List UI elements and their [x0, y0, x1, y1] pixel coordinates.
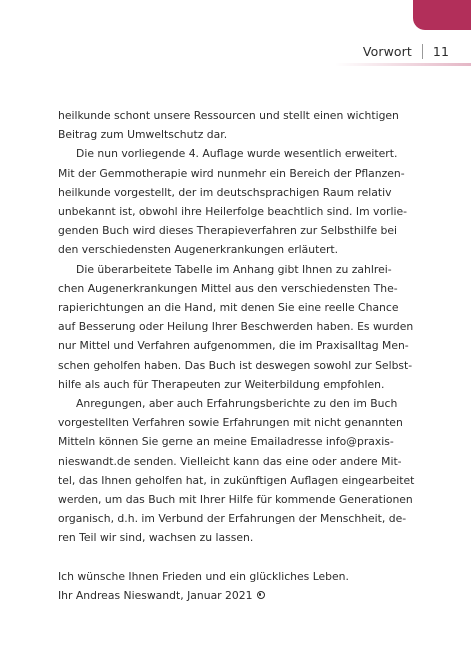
- paragraph: [58, 144, 408, 259]
- header-separator: [422, 44, 423, 59]
- chapter-corner-tab: [413, 0, 471, 30]
- text-line: Mit der Gemmotherapie wird nunmehr ein Bereich der Pflanzen-: [58, 166, 405, 180]
- text-line: vorgestellten Verfahren sowie Erfahrungen mit nicht genannten: [58, 416, 403, 430]
- text-line: Die überarbeitete Tabelle im Anhang gibt Ihnen zu zahlrei-: [76, 262, 392, 276]
- page-number: 11: [432, 44, 449, 59]
- text-line: auf Besserung oder Heilung Ihrer Beschwerden haben. Es wurden: [58, 320, 414, 334]
- text-line: rapierichtungen an die Hand, mit denen Sie eine reelle Chance: [58, 301, 399, 315]
- text-line: ren Teil wir sind, wachsen zu lassen.: [58, 531, 254, 545]
- text-line: werden, um das Buch mit Ihrer Hilfe für kommende Generationen: [58, 493, 413, 507]
- text-line: genden Buch wird dieses Therapieverfahren zur Selbsthilfe bei: [58, 224, 398, 238]
- text-line: Beitrag zum Umweltschutz dar.: [58, 128, 228, 142]
- text-line: chen Augenerkrankungen Mittel aus den verschiedensten The-: [58, 281, 398, 295]
- signature-line: [58, 586, 385, 605]
- body-text: [58, 106, 415, 605]
- text-line: schen geholfen haben. Das Buch ist deswegen sowohl zur Selbst-: [58, 358, 413, 372]
- header-rule: [335, 63, 471, 66]
- text-line: hilfe als auch für Therapeuten zur Weiterbildung empfohlen.: [58, 377, 385, 391]
- running-header: [363, 44, 449, 59]
- text-line: nur Mittel und Verfahren aufgenommen, die im Praxisalltag Men-: [58, 339, 409, 353]
- signature: Ihr Andreas Nieswandt, Januar 2021: [58, 589, 253, 603]
- paragraph: [58, 394, 415, 548]
- text-line: den verschiedensten Augenerkrankungen erläutert.: [58, 243, 339, 257]
- closing: [58, 567, 385, 605]
- text-line: Die nun vorliegende 4. Auflage wurde wesentlich erweitert.: [76, 147, 398, 161]
- text-line: nieswandt.de senden. Vielleicht kann das eine oder andere Mit-: [58, 454, 402, 468]
- paragraph: [58, 106, 399, 144]
- paragraph: [58, 260, 414, 394]
- text-line: Mitteln können Sie gerne an meine Emailadresse info@praxis-: [58, 435, 394, 449]
- closing-greeting: Ich wünsche Ihnen Frieden und ein glückliches Leben.: [58, 569, 349, 583]
- text-line: tel, das Ihnen geholfen hat, in zukünftigen Auflagen eingearbeitet: [58, 473, 415, 487]
- paragraph-spacer: [58, 548, 385, 567]
- text-line: heilkunde schont unsere Ressourcen und stellt einen wichtigen: [58, 109, 399, 122]
- text-line: unbekannt ist, obwohl ihre Heilerfolge beachtlich sind. Im vorlie-: [58, 205, 408, 219]
- text-line: heilkunde vorgestellt, der im deutschsprachigen Raum relativ: [58, 185, 392, 199]
- text-line: organisch, d.h. im Verbund der Erfahrungen der Menschheit, de-: [58, 512, 407, 526]
- end-mark-icon: [257, 591, 265, 599]
- text-line: Anregungen, aber auch Erfahrungsberichte zu den im Buch: [76, 397, 398, 411]
- chapter-title: Vorwort: [362, 44, 412, 59]
